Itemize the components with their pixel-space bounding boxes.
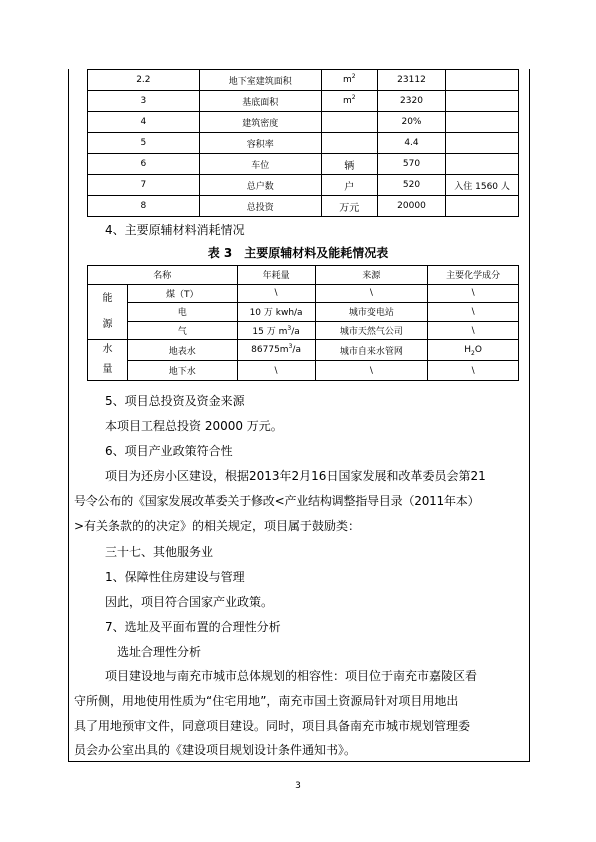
row-chem: \ xyxy=(428,303,519,322)
row-number: 5 xyxy=(88,133,200,154)
group-water-label: 水 量 xyxy=(88,340,128,381)
row-unit: 辆 xyxy=(321,154,377,175)
row-chem: $H_2O$ xyxy=(428,340,519,361)
row-item: 建筑密度 xyxy=(199,112,321,133)
row-name: 地表水 xyxy=(127,340,237,361)
table-row xyxy=(88,70,519,91)
header-amount: 年耗量 xyxy=(237,266,315,285)
row-number: 2.2 xyxy=(88,70,200,91)
group-energy-label: 能 源 xyxy=(88,284,128,340)
row-source: 城市自来水管网 xyxy=(315,340,428,361)
section-7-paragraph-line: 员会办公室出具的《建设项目规划设计条件通知书》。 xyxy=(74,743,357,757)
section-4-heading: 4、主要原辅材料消耗情况 xyxy=(105,223,245,237)
page-number: 3 xyxy=(295,781,301,791)
row-unit: 户 xyxy=(321,175,377,196)
row-amount: $86775m^3/a$ xyxy=(237,340,315,361)
row-value: 2320 xyxy=(377,91,445,112)
row-item: 地下室建筑面积 xyxy=(199,70,321,91)
row-note: 入住 1560 人 xyxy=(446,175,519,196)
project-indicators-table xyxy=(87,69,519,217)
row-item: 容积率 xyxy=(199,133,321,154)
section-6-heading: 6、项目产业政策符合性 xyxy=(105,444,233,458)
row-name: 电 xyxy=(127,303,237,322)
section-7-paragraph-line: 守所侧，用地使用性质为“住宅用地”，南充市国土资源局针对项目用地出 xyxy=(74,694,459,708)
row-note xyxy=(446,91,519,112)
table-row xyxy=(88,196,519,217)
section-7-paragraph-line: 项目建设地与南充市城市总体规划的相容性：项目位于南充市嘉陵区看 xyxy=(105,669,478,683)
table-row xyxy=(88,133,519,154)
row-value: 23112 xyxy=(377,70,445,91)
table-row xyxy=(88,154,519,175)
section-6-paragraph-line: 项目为还房小区建设，根据2013年2月16日国家发展和改革委员会第21 xyxy=(105,469,486,483)
row-amount: \ xyxy=(237,360,315,381)
row-unit xyxy=(321,133,377,154)
row-chem: \ xyxy=(428,321,519,340)
header-name: 名称 xyxy=(88,266,238,285)
row-number: 4 xyxy=(88,112,200,133)
materials-energy-table xyxy=(87,265,519,381)
row-number: 6 xyxy=(88,154,200,175)
section-7-heading: 7、选址及平面布置的合理性分析 xyxy=(105,620,281,634)
row-name: 地下水 xyxy=(127,360,237,381)
section-6-paragraph-line: 号令公布的《国家发展改革委关于修改<产业结构调整指导目录（2011年本） xyxy=(74,494,480,508)
row-amount: 15 万 $m^3/a$ xyxy=(237,321,315,340)
row-note xyxy=(446,70,519,91)
row-item: 基底面积 xyxy=(199,91,321,112)
section-5-text: 本项目工程总投资 20000 万元。 xyxy=(105,419,283,433)
row-chem: \ xyxy=(428,284,519,303)
row-note xyxy=(446,154,519,175)
row-number: 8 xyxy=(88,196,200,217)
row-value: 20000 xyxy=(377,196,445,217)
section-7-paragraph-line: 具了用地预审文件，同意项目建设。同时，项目具备南充市城市规划管理委 xyxy=(74,719,471,733)
industry-category: 三十七、其他服务业 xyxy=(105,545,214,559)
row-note xyxy=(446,196,519,217)
table-row xyxy=(88,112,519,133)
table-3-caption: 表 3 主要原辅材料及能耗情况表 xyxy=(207,246,389,260)
header-source: 来源 xyxy=(315,266,428,285)
row-source: \ xyxy=(315,284,428,303)
row-value: 570 xyxy=(377,154,445,175)
header-chem: 主要化学成分 xyxy=(428,266,519,285)
row-value: 20% xyxy=(377,112,445,133)
section-5-heading: 5、项目总投资及资金来源 xyxy=(105,394,245,408)
row-item: 总户数 xyxy=(199,175,321,196)
section-6-paragraph-line: >有关条款的的决定》的相关规定，项目属于鼓励类： xyxy=(74,519,361,533)
row-unit xyxy=(321,112,377,133)
section-6-conclusion: 因此，项目符合国家产业政策。 xyxy=(105,595,274,609)
row-source: 城市变电站 xyxy=(315,303,428,322)
row-value: 520 xyxy=(377,175,445,196)
table-row xyxy=(88,91,519,112)
row-name: 煤（T） xyxy=(127,284,237,303)
row-unit: $m^2$ xyxy=(321,91,377,112)
row-item: 总投资 xyxy=(199,196,321,217)
row-unit: $m^2$ xyxy=(321,70,377,91)
row-item: 车位 xyxy=(199,154,321,175)
row-note xyxy=(446,133,519,154)
row-number: 3 xyxy=(88,91,200,112)
row-amount: 10 万 kwh/a xyxy=(237,303,315,322)
row-value: 4.4 xyxy=(377,133,445,154)
row-name: 气 xyxy=(127,321,237,340)
row-chem: \ xyxy=(428,360,519,381)
row-unit: 万元 xyxy=(321,196,377,217)
row-amount: \ xyxy=(237,284,315,303)
row-number: 7 xyxy=(88,175,200,196)
section-7-subheading: 选址合理性分析 xyxy=(117,645,202,659)
row-note xyxy=(446,112,519,133)
table-row xyxy=(88,175,519,196)
row-source: 城市天然气公司 xyxy=(315,321,428,340)
row-source: \ xyxy=(315,360,428,381)
industry-item: 1、保障性住房建设与管理 xyxy=(105,570,245,584)
